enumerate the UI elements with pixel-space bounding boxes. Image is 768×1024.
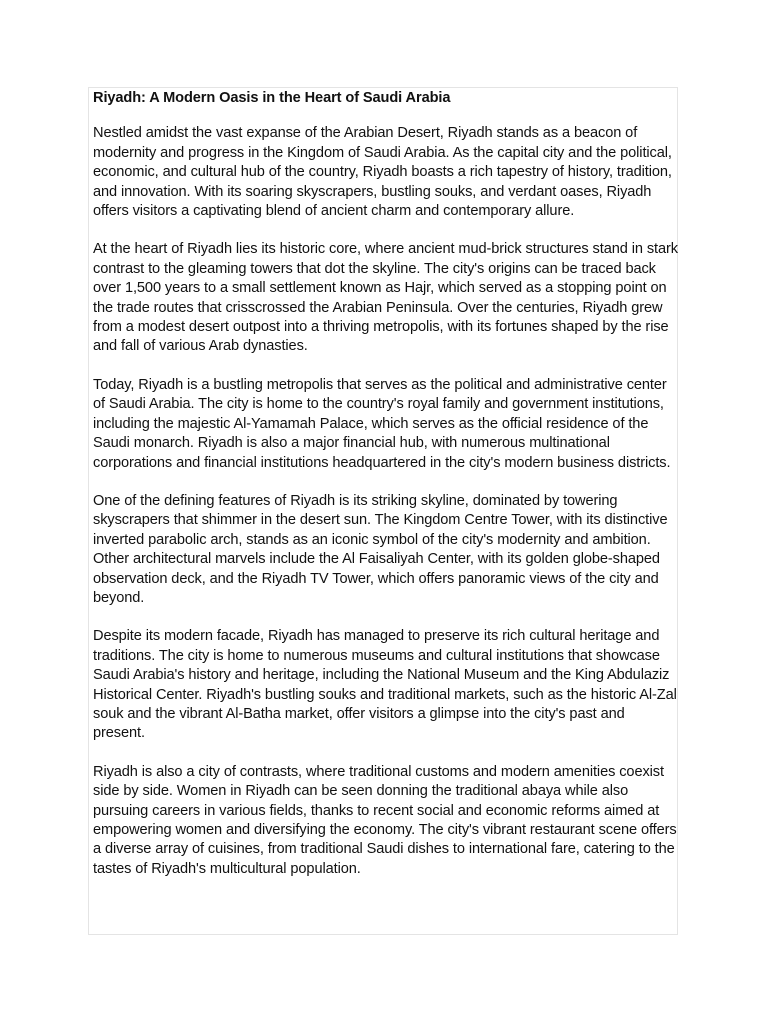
paragraph-1: Nestled amidst the vast expanse of the Arabian Desert, Riyadh stands as a beacon of modernity and progress in the Kingdom of Saudi Arabia. As the capital city and the political, economic, and cultural hub of the country, Riyadh boasts a rich tapestry of history, tradition, and innovation. With its soaring skyscrapers, bustling souks, and verdant oases, Riyadh offers visitors a captivating blend of ancient charm and contemporary allure. [93,125,672,220]
paragraph-2: At the heart of Riyadh lies its historic core, where ancient mud-brick structures stand in stark contrast to the gleaming towers that dot the skyline. The city's origins can be traced back over 1,500 years to a small settlement known as Hajr, which served as a stopping point on the trade routes that crisscrossed the Arabian Peninsula. Over the centuries, Riyadh grew from a modest desert outpost into a thriving metropolis, with its fortunes shaped by the rise and fall of various Arab dynasties. [93,241,678,355]
paragraph-5: Despite its modern facade, Riyadh has managed to preserve its rich cultural heritage and traditions. The city is home to numerous museums and cultural institutions that showcase Saudi Arabia's history and heritage, including the National Museum and the King Abdulaziz Historical Center. Riyadh's bustling souks and traditional markets, such as the historic Al-Zal souk and the vibrant Al-Batha market, offer visitors a glimpse into the city's past and present. [93,628,677,742]
paragraph-4: One of the defining features of Riyadh is its striking skyline, dominated by towering skyscrapers that shimmer in the desert sun. The Kingdom Centre Tower, with its distinctive inverted parabolic arch, stands as an iconic symbol of the city's modernity and ambition. Other architectural marvels include the Al Faisaliyah Center, with its golden globe-shaped observation deck, and the Riyadh TV Tower, which offers panoramic views of the city and beyond. [93,492,668,606]
paragraph-6: Riyadh is also a city of contrasts, where traditional customs and modern amenities coexist side by side. Women in Riyadh can be seen donning the traditional abaya while also pursuing careers in various fields, thanks to recent social and economic reforms aimed at empowering women and diversifying the economy. The city's vibrant restaurant scene offers a diverse array of cuisines, from traditional Saudi dishes to international fare, catering to the tastes of Riyadh's multicultural population. [93,763,677,877]
document-body [93,89,679,898]
document-title: Riyadh: A Modern Oasis in the Heart of Saudi Arabia [93,90,451,106]
paragraph-3: Today, Riyadh is a bustling metropolis that serves as the political and administrative center of Saudi Arabia. The city is home to the country's royal family and government institutions, including the majestic Al-Yamamah Palace, which serves as the official residence of the Saudi monarch. Riyadh is also a major financial hub, with numerous multinational corporations and financial institutions headquartered in the city's modern business districts. [93,376,671,471]
